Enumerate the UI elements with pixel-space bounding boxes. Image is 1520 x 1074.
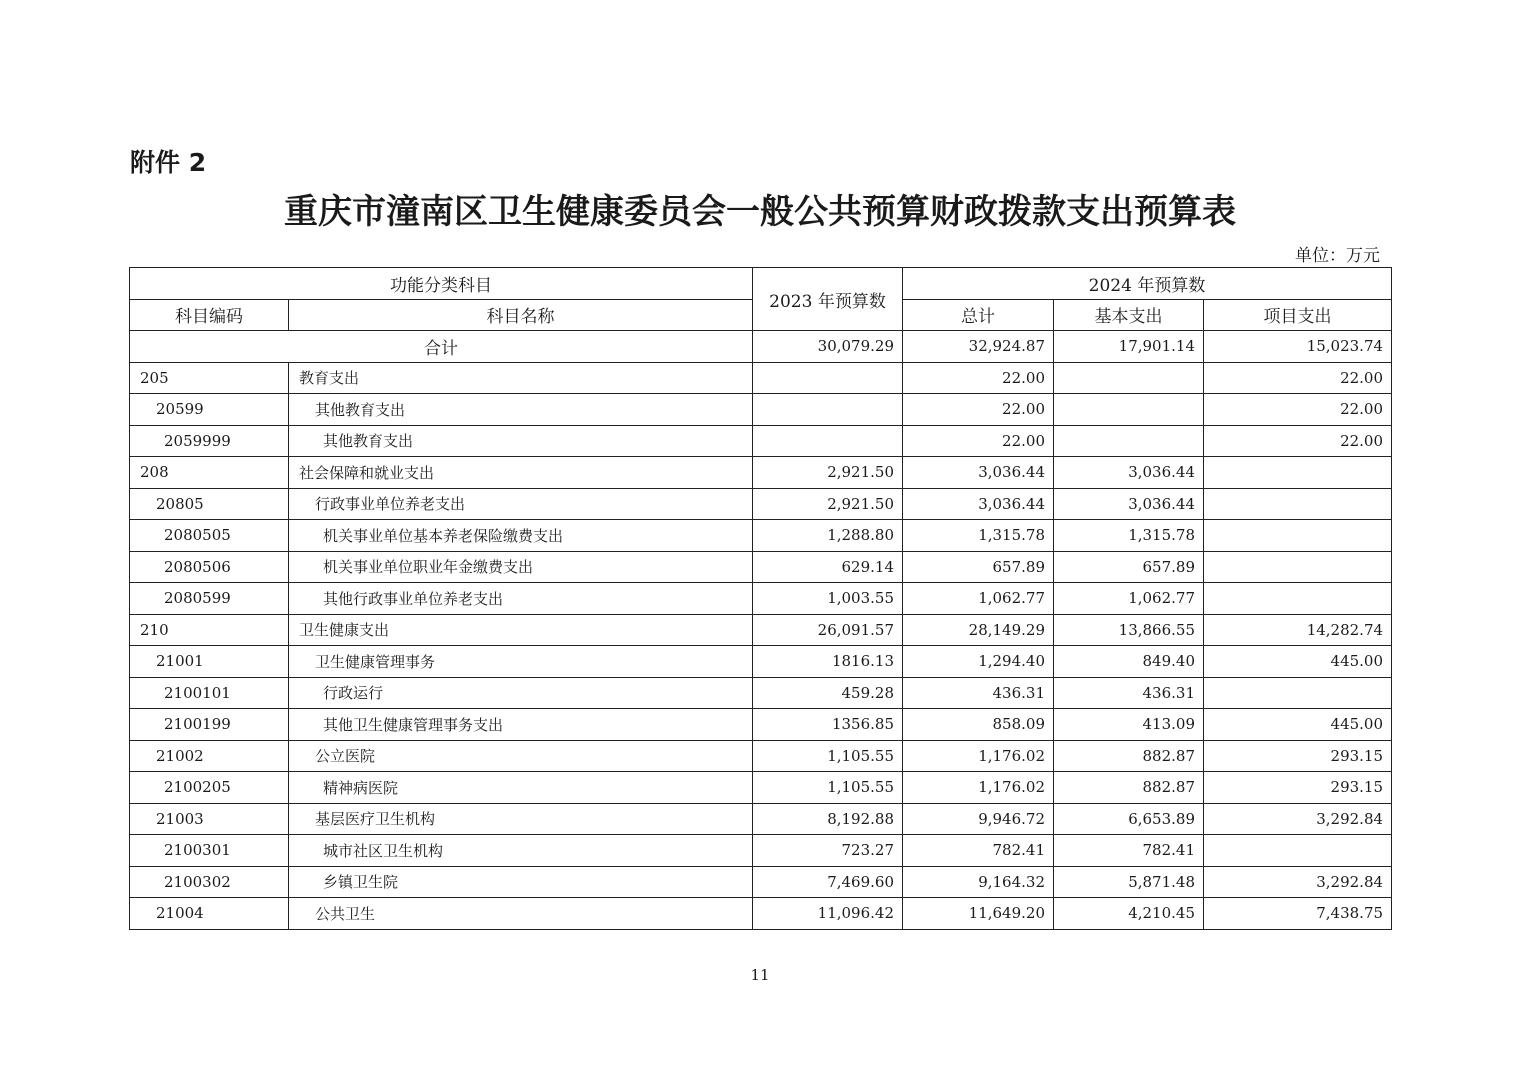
value-project-cell: 7,438.75 [1204, 898, 1392, 930]
value-total-cell: 9,946.72 [903, 803, 1054, 835]
value-2023-cell: 2,921.50 [753, 457, 903, 489]
value-basic-cell: 1,062.77 [1054, 583, 1204, 615]
value-2023-cell: 1,288.80 [753, 520, 903, 552]
value-total-cell: 1,176.02 [903, 740, 1054, 772]
value-basic-cell: 849.40 [1054, 646, 1204, 678]
header-2024: 2024 年预算数 [903, 268, 1392, 300]
value-basic-cell: 3,036.44 [1054, 457, 1204, 489]
header-2023: 2023 年预算数 [753, 268, 903, 331]
total-2023: 30,079.29 [753, 331, 903, 363]
value-2023-cell: 1,105.55 [753, 772, 903, 804]
value-2023-cell: 11,096.42 [753, 898, 903, 930]
budget-table [129, 267, 1392, 930]
code-cell: 21004 [130, 898, 289, 930]
attachment-label: 附件 2 [130, 148, 207, 177]
total-row [130, 331, 1392, 363]
value-basic-cell: 1,315.78 [1054, 520, 1204, 552]
unit-label: 单位：万元 [1295, 246, 1380, 266]
name-cell: 精神病医院 [289, 772, 753, 804]
value-project-cell: 3,292.84 [1204, 866, 1392, 898]
code-cell: 20599 [130, 394, 289, 426]
value-project-cell [1204, 488, 1392, 520]
name-cell: 其他行政事业单位养老支出 [289, 583, 753, 615]
value-basic-cell: 657.89 [1054, 551, 1204, 583]
value-total-cell: 22.00 [903, 425, 1054, 457]
value-project-cell [1204, 551, 1392, 583]
total-project: 15,023.74 [1204, 331, 1392, 363]
value-2023-cell: 8,192.88 [753, 803, 903, 835]
name-cell: 乡镇卫生院 [289, 866, 753, 898]
value-project-cell: 14,282.74 [1204, 614, 1392, 646]
code-cell: 2100301 [130, 835, 289, 867]
header-project: 项目支出 [1204, 299, 1392, 331]
name-cell: 机关事业单位基本养老保险缴费支出 [289, 520, 753, 552]
value-project-cell: 22.00 [1204, 362, 1392, 394]
name-cell: 教育支出 [289, 362, 753, 394]
name-cell: 公立医院 [289, 740, 753, 772]
value-2023-cell: 459.28 [753, 677, 903, 709]
value-total-cell: 1,294.40 [903, 646, 1054, 678]
value-total-cell: 22.00 [903, 394, 1054, 426]
value-2023-cell: 1356.85 [753, 709, 903, 741]
value-total-cell: 657.89 [903, 551, 1054, 583]
value-2023-cell: 26,091.57 [753, 614, 903, 646]
value-project-cell: 293.15 [1204, 740, 1392, 772]
value-2023-cell [753, 362, 903, 394]
value-2023-cell: 1,003.55 [753, 583, 903, 615]
table-row [130, 772, 1392, 804]
value-total-cell: 28,149.29 [903, 614, 1054, 646]
table-row [130, 457, 1392, 489]
table-row [130, 866, 1392, 898]
name-cell: 社会保障和就业支出 [289, 457, 753, 489]
value-2023-cell: 1816.13 [753, 646, 903, 678]
name-cell: 城市社区卫生机构 [289, 835, 753, 867]
name-cell: 卫生健康支出 [289, 614, 753, 646]
header-name: 科目名称 [289, 299, 753, 331]
value-project-cell [1204, 835, 1392, 867]
value-project-cell: 445.00 [1204, 646, 1392, 678]
value-basic-cell: 3,036.44 [1054, 488, 1204, 520]
code-cell: 21001 [130, 646, 289, 678]
value-basic-cell: 6,653.89 [1054, 803, 1204, 835]
value-total-cell: 858.09 [903, 709, 1054, 741]
value-project-cell [1204, 520, 1392, 552]
value-2023-cell: 1,105.55 [753, 740, 903, 772]
value-2023-cell: 629.14 [753, 551, 903, 583]
name-cell: 公共卫生 [289, 898, 753, 930]
code-cell: 210 [130, 614, 289, 646]
name-cell: 行政运行 [289, 677, 753, 709]
table-body [130, 331, 1392, 930]
value-total-cell: 9,164.32 [903, 866, 1054, 898]
value-2023-cell: 2,921.50 [753, 488, 903, 520]
value-total-cell: 3,036.44 [903, 457, 1054, 489]
code-cell: 21002 [130, 740, 289, 772]
value-total-cell: 22.00 [903, 362, 1054, 394]
page-title: 重庆市潼南区卫生健康委员会一般公共预算财政拨款支出预算表 [284, 192, 1236, 232]
table-row [130, 835, 1392, 867]
name-cell: 其他教育支出 [289, 394, 753, 426]
value-2023-cell [753, 425, 903, 457]
total-total: 32,924.87 [903, 331, 1054, 363]
name-cell: 其他教育支出 [289, 425, 753, 457]
value-basic-cell: 882.87 [1054, 772, 1204, 804]
name-cell: 基层医疗卫生机构 [289, 803, 753, 835]
value-total-cell: 11,649.20 [903, 898, 1054, 930]
code-cell: 2080599 [130, 583, 289, 615]
header-basic: 基本支出 [1054, 299, 1204, 331]
value-basic-cell: 782.41 [1054, 835, 1204, 867]
code-cell: 2080506 [130, 551, 289, 583]
value-project-cell [1204, 457, 1392, 489]
value-project-cell: 445.00 [1204, 709, 1392, 741]
value-basic-cell: 5,871.48 [1054, 866, 1204, 898]
value-project-cell: 22.00 [1204, 425, 1392, 457]
total-label: 合计 [130, 331, 753, 363]
table-row [130, 709, 1392, 741]
name-cell: 卫生健康管理事务 [289, 646, 753, 678]
value-basic-cell [1054, 362, 1204, 394]
code-cell: 2059999 [130, 425, 289, 457]
page-number: 11 [750, 966, 770, 984]
code-cell: 2100205 [130, 772, 289, 804]
code-cell: 2080505 [130, 520, 289, 552]
table-row [130, 551, 1392, 583]
value-total-cell: 782.41 [903, 835, 1054, 867]
value-total-cell: 1,176.02 [903, 772, 1054, 804]
value-2023-cell: 7,469.60 [753, 866, 903, 898]
code-cell: 208 [130, 457, 289, 489]
table-row [130, 488, 1392, 520]
code-cell: 21003 [130, 803, 289, 835]
code-cell: 205 [130, 362, 289, 394]
name-cell: 行政事业单位养老支出 [289, 488, 753, 520]
header-code: 科目编码 [130, 299, 289, 331]
value-total-cell: 3,036.44 [903, 488, 1054, 520]
header-func-group: 功能分类科目 [130, 268, 753, 300]
table-row [130, 740, 1392, 772]
total-basic: 17,901.14 [1054, 331, 1204, 363]
value-project-cell [1204, 583, 1392, 615]
value-basic-cell: 413.09 [1054, 709, 1204, 741]
header-row-1 [130, 268, 1392, 300]
name-cell: 其他卫生健康管理事务支出 [289, 709, 753, 741]
value-basic-cell: 882.87 [1054, 740, 1204, 772]
value-basic-cell [1054, 394, 1204, 426]
value-total-cell: 1,315.78 [903, 520, 1054, 552]
value-2023-cell: 723.27 [753, 835, 903, 867]
value-2023-cell [753, 394, 903, 426]
value-project-cell: 293.15 [1204, 772, 1392, 804]
table-row [130, 362, 1392, 394]
value-basic-cell [1054, 425, 1204, 457]
value-project-cell: 3,292.84 [1204, 803, 1392, 835]
table-row [130, 677, 1392, 709]
header-total: 总计 [903, 299, 1054, 331]
value-project-cell [1204, 677, 1392, 709]
table-row [130, 520, 1392, 552]
table-row [130, 425, 1392, 457]
table-row [130, 646, 1392, 678]
code-cell: 2100199 [130, 709, 289, 741]
code-cell: 20805 [130, 488, 289, 520]
table-row [130, 898, 1392, 930]
code-cell: 2100302 [130, 866, 289, 898]
table-row [130, 394, 1392, 426]
value-total-cell: 1,062.77 [903, 583, 1054, 615]
code-cell: 2100101 [130, 677, 289, 709]
value-project-cell: 22.00 [1204, 394, 1392, 426]
value-total-cell: 436.31 [903, 677, 1054, 709]
name-cell: 机关事业单位职业年金缴费支出 [289, 551, 753, 583]
value-basic-cell: 13,866.55 [1054, 614, 1204, 646]
table-row [130, 583, 1392, 615]
value-basic-cell: 436.31 [1054, 677, 1204, 709]
table-row [130, 614, 1392, 646]
value-basic-cell: 4,210.45 [1054, 898, 1204, 930]
table-row [130, 803, 1392, 835]
